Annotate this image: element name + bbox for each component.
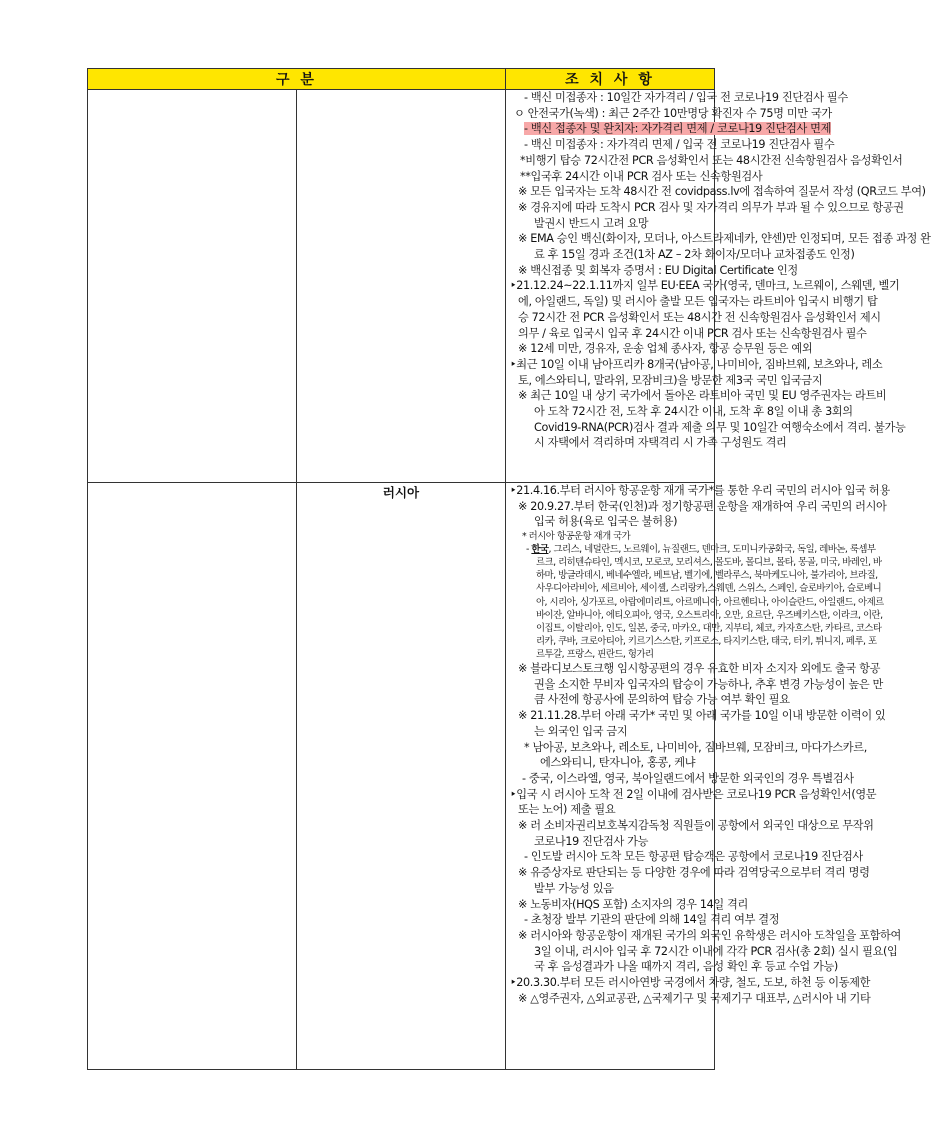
measure-line: 르크, 리히텐슈타인, 멕시코, 모로코, 모리셔스, 몰도바, 몰디브, 몰타, 몽골, 미국, 바레인, 바 bbox=[536, 557, 882, 569]
measure-line: 또는 노어) 제출 필요 bbox=[518, 803, 616, 817]
measure-line: ※ △영주권자, △외교공관, △국제기구 및 국제기구 대표부, △러시아 내 기타 bbox=[518, 991, 871, 1005]
measure-line: 승 72시간 전 PCR 음성확인서 또는 48시간 전 신속항원검사 음성확인서 제시 bbox=[518, 310, 881, 324]
measure-line: ※ 러시아와 항공운항이 재개된 국가의 외국인 유학생은 러시아 도착일을 포함하여 bbox=[518, 929, 901, 942]
measures-table bbox=[87, 68, 931, 1070]
measure-line: 코로나19 진단검사 가능 bbox=[534, 834, 649, 848]
country-cell-latvia bbox=[297, 90, 506, 483]
measure-line: ‣최근 10일 이내 남아프리카 8개국(남아공, 나미비아, 짐바브웨, 보츠와나, 레소 bbox=[510, 357, 883, 371]
measure-line: *비행기 탑승 72시간전 PCR 음성확인서 또는 48시간전 신속항원검사 음성확인서 bbox=[520, 153, 903, 167]
highlight-korea: 한국 bbox=[531, 544, 549, 556]
measure-line: Covid19-RNA(PCR)검사 결과 제출 의무 및 10일간 여행숙소에서 격리. 불가능 bbox=[534, 420, 906, 434]
measure-line: ㅇ 안전국가(녹색) : 최근 2주간 10만명당 확진자 수 75명 미만 국가 bbox=[514, 106, 832, 120]
measure-line: 발부 가능성 있음 bbox=[534, 881, 614, 895]
measures-text-russia bbox=[506, 483, 901, 1007]
header-category: 구 분 bbox=[88, 69, 506, 90]
measure-line: 바이잔, 알바니아, 에티오피아, 영국, 오스트리아, 오만, 요르단, 우즈베키스탄, 이라크, 이란, bbox=[536, 609, 883, 621]
measure-line: - 인도발 러시아 도착 모든 항공편 탑승객은 공항에서 코로나19 진단검사 bbox=[524, 850, 863, 864]
measure-line: 리카, 쿠바, 크로아티아, 키르기스스탄, 키프로스, 타지키스탄, 태국, 터키, 튀니지, 페루, 포 bbox=[536, 635, 877, 647]
measure-line: ‣입국 시 러시아 도착 전 2일 이내에 검사받은 코로나19 PCR 음성확인서(영문 bbox=[510, 787, 877, 801]
measure-line: ※ 모든 입국자는 도착 48시간 전 covidpass.lv에 접속하여 질문서 작성 (QR코드 부여) bbox=[518, 185, 926, 199]
measure-line: 권을 소지한 무비자 입국자의 탑승이 가능하나, 추후 변경 가능성이 높은 만 bbox=[534, 677, 883, 691]
measure-line: ※ 유증상자로 판단되는 등 다양한 경우에 따라 검역당국으로부터 격리 명령 bbox=[518, 866, 870, 880]
measure-line: ※ 20.9.27.부터 한국(인천)과 정기항공편 운항을 재개하여 우리 국민의 러시아 bbox=[518, 499, 887, 513]
measure-line: 에스와티니, 탄자니아, 홍콩, 케냐 bbox=[540, 756, 696, 770]
measure-line: * 남아공, 보츠와나, 레소토, 나미비아, 짐바브웨, 모잠비크, 마다가스카르, bbox=[524, 740, 867, 754]
measure-line: ※ 러 소비자권리보호복지감독청 직원들이 공항에서 외국인 대상으로 무작위 bbox=[518, 819, 874, 833]
measure-line: 이집트, 이탈리아, 인도, 일본, 중국, 마카오, 대만, 지부티, 체코, 카자흐스탄, 카타르, 코스타 bbox=[536, 622, 882, 634]
measure-line: 르투갈, 프랑스, 핀란드, 헝가리 bbox=[536, 648, 654, 660]
measure-line: 아, 시리아, 싱가포르, 아랍에미리트, 아르메니아, 아르헨티나, 아이슬란드, 아일랜드, 아제르 bbox=[536, 596, 884, 608]
measure-line: ※ 최근 10일 내 상기 국가에서 돌아온 라트비아 국민 및 EU 영주권자는 라트비 bbox=[518, 389, 887, 403]
measure-line: 하마, 방글라데시, 베네수엘라, 베트남, 벨기에, 벨라루스, 북마케도니아, 불가리아, 브라질, bbox=[536, 570, 878, 582]
measure-line: 의무 / 육로 입국시 입국 후 24시간 이내 PCR 검사 또는 신속항원검사 필수 bbox=[518, 326, 867, 340]
measure-line: 아 도착 72시간 전, 도착 후 24시간 이내, 도착 후 8일 이내 총 3회의 bbox=[534, 405, 853, 419]
measure-line: ※ 12세 미만, 경유자, 운송 업체 종사자, 항공 승무원 등은 예외 bbox=[518, 342, 813, 356]
measure-line: 토, 에스와티니, 말라위, 모잠비크)을 방문한 제3국 국민 입국금지 bbox=[518, 373, 823, 387]
measure-line: * 러시아 항공운항 재개 국가 bbox=[522, 531, 631, 543]
region-cell bbox=[88, 90, 297, 483]
measure-line: ‣21.12.24~22.1.11까지 일부 EU·EEA 국가(영국, 덴마크, 노르웨이, 스웨덴, 벨기 bbox=[510, 279, 900, 293]
measure-line: 3일 이내, 러시아 입국 후 72시간 이내에 각각 PCR 검사(총 2회) 실시 필요(입 bbox=[534, 944, 898, 958]
measure-line: ※ 백신접종 및 회복자 증명서 : EU Digital Certificate 인정 bbox=[518, 263, 798, 277]
measures-text-latvia bbox=[506, 90, 931, 451]
measure-line: - 백신 미접종자 : 자가격리 면제 / 입국 전 코로나19 진단검사 필수 bbox=[524, 138, 835, 152]
region-cell bbox=[88, 483, 297, 1070]
measure-line: 큼 사전에 항공사에 문의하여 탑승 가능 여부 확인 필요 bbox=[534, 693, 790, 707]
measures-cell-latvia bbox=[506, 90, 931, 483]
measure-line: 시 자택에서 격리하며 자택격리 시 가족 구성원도 격리 bbox=[534, 436, 787, 450]
measure-line: - 중국, 이스라엘, 영국, 북아일랜드에서 방문한 외국인의 경우 특별검사 bbox=[522, 771, 854, 785]
measure-line: 발권시 반드시 고려 요망 bbox=[534, 216, 649, 230]
measures-cell-russia bbox=[506, 483, 901, 1070]
measure-line: - 초청장 발부 기관의 판단에 의해 14일 격리 여부 결정 bbox=[524, 913, 780, 927]
measure-line: 는 외국인 입국 금지 bbox=[534, 724, 628, 738]
measure-line: ※ EMA 승인 백신(화이자, 모더나, 아스트라제네카, 얀센)만 인정되며, 모든 접종 과정 완 bbox=[518, 232, 931, 246]
measure-line: ※ 경유지에 따라 도착시 PCR 검사 및 자가격리 의무가 부과 될 수 있으므로 항공권 bbox=[518, 200, 904, 214]
country-cell-russia: 러시아 bbox=[297, 483, 506, 1070]
measure-line: ※ 노동비자(HQS 포함) 소지자의 경우 14일 격리 bbox=[518, 897, 748, 911]
measure-line: - 백신 접종자 및 완치자: 자가격리 면제 / 코로나19 진단검사 면제 bbox=[524, 122, 832, 136]
measure-line: 국 후 음성결과가 나올 때까지 격리, 음성 확인 후 등교 수업 가능) bbox=[534, 960, 838, 974]
measure-line: ‣21.4.16.부터 러시아 항공운항 재개 국가*를 통한 우리 국민의 러시아 입국 허용 bbox=[510, 484, 890, 497]
measure-line: - 한국, 그리스, 네덜란드, 노르웨이, 뉴질랜드, 덴마크, 도미니카공화국, 독일, 레바논, 룩셈부 bbox=[526, 544, 876, 556]
measure-line: ※ 블라디보스토크행 임시항공편의 경우 유효한 비자 소지자 외에도 출국 항공 bbox=[518, 662, 881, 676]
header-measures: 조 치 사 항 bbox=[506, 69, 715, 90]
measure-line: ‣20.3.30.부터 모든 러시아연방 국경에서 차량, 철도, 도보, 하천 등 이동제한 bbox=[510, 976, 871, 990]
measure-line: ※ 21.11.28.부터 아래 국가* 국민 및 아래 국가를 10일 이내 방문한 이력이 있 bbox=[518, 709, 886, 723]
measure-line: 료 후 15일 경과 조건(1차 AZ – 2차 화이자/모더나 교차접종도 인정) bbox=[534, 248, 855, 262]
measure-line: 입국 허용(육로 입국은 불허용) bbox=[534, 515, 678, 529]
measure-line: 에, 아일랜드, 독일) 및 러시아 출발 모든 입국자는 라트비아 입국시 비행기 탑 bbox=[518, 295, 878, 309]
measure-line: **입국후 24시간 이내 PCR 검사 또는 신속항원검사 bbox=[520, 169, 763, 183]
measure-line: - 백신 미접종자 : 10일간 자가격리 / 입국 전 코로나19 진단검사 필수 bbox=[524, 91, 848, 104]
measure-line: 사우디아라비아, 세르비아, 세이셸, 스리랑카,스웨덴, 스위스, 스페인, 슬로바키아, 슬로베니 bbox=[536, 583, 882, 595]
